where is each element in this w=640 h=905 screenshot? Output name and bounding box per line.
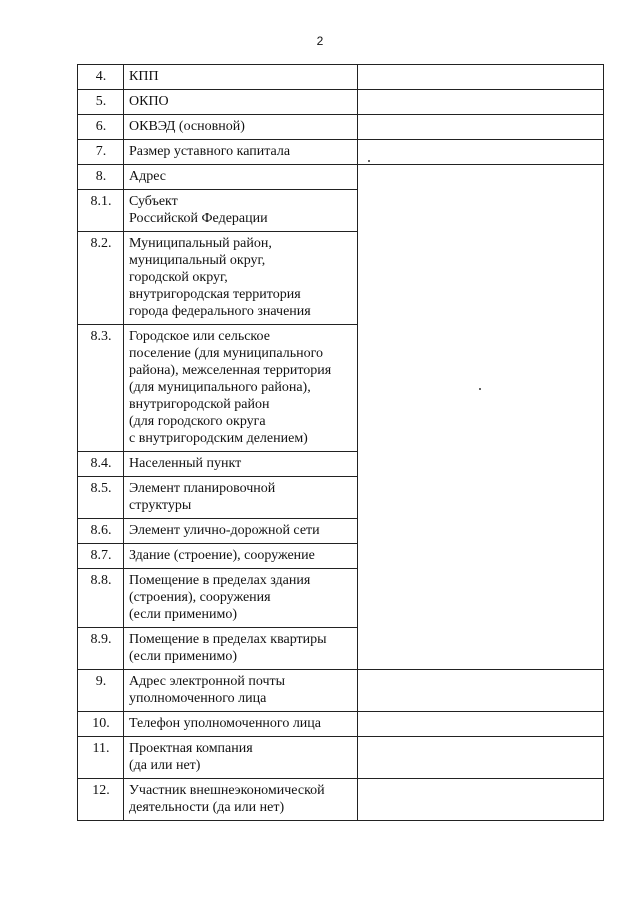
row-label-line: деятельности (да или нет) [129, 800, 285, 815]
row-number: 8.7. [78, 544, 124, 569]
page-number: 2 [316, 34, 324, 48]
row-label-line: Помещение в пределах квартиры [129, 632, 327, 647]
row-number: 6. [78, 115, 124, 140]
row-label [124, 544, 358, 569]
row-number: 8.1. [78, 190, 124, 232]
row-label-line: Российской Федерации [129, 211, 268, 226]
row-label [124, 569, 358, 628]
row-value-cell[interactable] [358, 140, 604, 165]
row-value-cell[interactable] [358, 712, 604, 737]
row-label-line: ОКВЭД (основной) [129, 119, 245, 134]
row-label-line: (строения), сооружения [129, 590, 271, 605]
row-label-line: поселение (для муниципального [129, 346, 323, 361]
row-number: 9. [78, 670, 124, 712]
table-row [78, 140, 604, 165]
row-number: 8.9. [78, 628, 124, 670]
row-label-line: Адрес электронной почты [129, 674, 286, 689]
row-label-line: Помещение в пределах здания [129, 573, 311, 588]
table-row [78, 65, 604, 90]
row-label [124, 712, 358, 737]
row-label [124, 452, 358, 477]
row-label-line: (если применимо) [129, 649, 237, 664]
row-label-line: уполномоченного лица [129, 691, 267, 706]
row-label-line: Населенный пункт [129, 456, 242, 471]
row-number: 4. [78, 65, 124, 90]
row-number: 8.5. [78, 477, 124, 519]
row-value-cell[interactable] [358, 90, 604, 115]
company-details-table [77, 64, 604, 821]
row-label-line: (для муниципального района), [129, 380, 311, 395]
row-label-line: Элемент улично-дорожной сети [129, 523, 320, 538]
row-label [124, 779, 358, 821]
row-label [124, 737, 358, 779]
row-label [124, 477, 358, 519]
row-label-line: Размер уставного капитала [129, 144, 291, 159]
row-label-line: Субъект [129, 194, 178, 209]
row-label-line: с внутригородским делением) [129, 431, 308, 446]
table-row [78, 712, 604, 737]
table-row [78, 737, 604, 779]
row-number: 8.2. [78, 232, 124, 325]
row-label [124, 232, 358, 325]
row-label-line: (да или нет) [129, 758, 201, 773]
row-label-line: Городское или сельское [129, 329, 270, 344]
row-label [124, 90, 358, 115]
row-label [124, 165, 358, 190]
row-label-line: (если применимо) [129, 607, 237, 622]
row-number: 8.4. [78, 452, 124, 477]
table-row [78, 779, 604, 821]
address-value-cell[interactable] [358, 165, 604, 670]
row-label [124, 519, 358, 544]
row-value-cell[interactable] [358, 737, 604, 779]
row-number: 8.8. [78, 569, 124, 628]
row-label [124, 628, 358, 670]
row-label-line: (для городского округа [129, 414, 266, 429]
row-value-cell[interactable] [358, 115, 604, 140]
row-label-line: города федерального значения [129, 304, 311, 319]
row-label [124, 670, 358, 712]
row-label-line: Муниципальный район, [129, 236, 272, 251]
row-label-line: района), межселенная территория [129, 363, 332, 378]
table-row [78, 90, 604, 115]
row-value-cell[interactable] [358, 670, 604, 712]
table-row [78, 115, 604, 140]
row-label [124, 325, 358, 452]
row-label [124, 140, 358, 165]
row-value-cell[interactable] [358, 779, 604, 821]
row-label-line: внутригородская территория [129, 287, 301, 302]
row-number: 7. [78, 140, 124, 165]
scan-speck [368, 160, 370, 162]
row-label-line: Телефон уполномоченного лица [129, 716, 322, 731]
table-row [78, 670, 604, 712]
row-label [124, 65, 358, 90]
row-label-line: муниципальный округ, [129, 253, 266, 268]
row-number: 10. [78, 712, 124, 737]
row-label-line: КПП [129, 69, 159, 84]
row-value-cell[interactable] [358, 65, 604, 90]
row-number: 8. [78, 165, 124, 190]
row-label-line: Участник внешнеэкономической [129, 783, 325, 798]
row-label-line: Проектная компания [129, 741, 253, 756]
row-label-line: Элемент планировочной [129, 481, 276, 496]
row-number: 5. [78, 90, 124, 115]
table-row [78, 165, 604, 190]
row-label [124, 115, 358, 140]
row-number: 11. [78, 737, 124, 779]
row-label [124, 190, 358, 232]
row-number: 8.3. [78, 325, 124, 452]
row-label-line: внутригородской район [129, 397, 270, 412]
row-number: 8.6. [78, 519, 124, 544]
row-number: 12. [78, 779, 124, 821]
scan-speck [479, 388, 481, 390]
row-label-line: ОКПО [129, 94, 169, 109]
row-label-line: городской округ, [129, 270, 228, 285]
row-label-line: структуры [129, 498, 192, 513]
row-label-line: Адрес [129, 169, 167, 184]
row-label-line: Здание (строение), сооружение [129, 548, 315, 563]
